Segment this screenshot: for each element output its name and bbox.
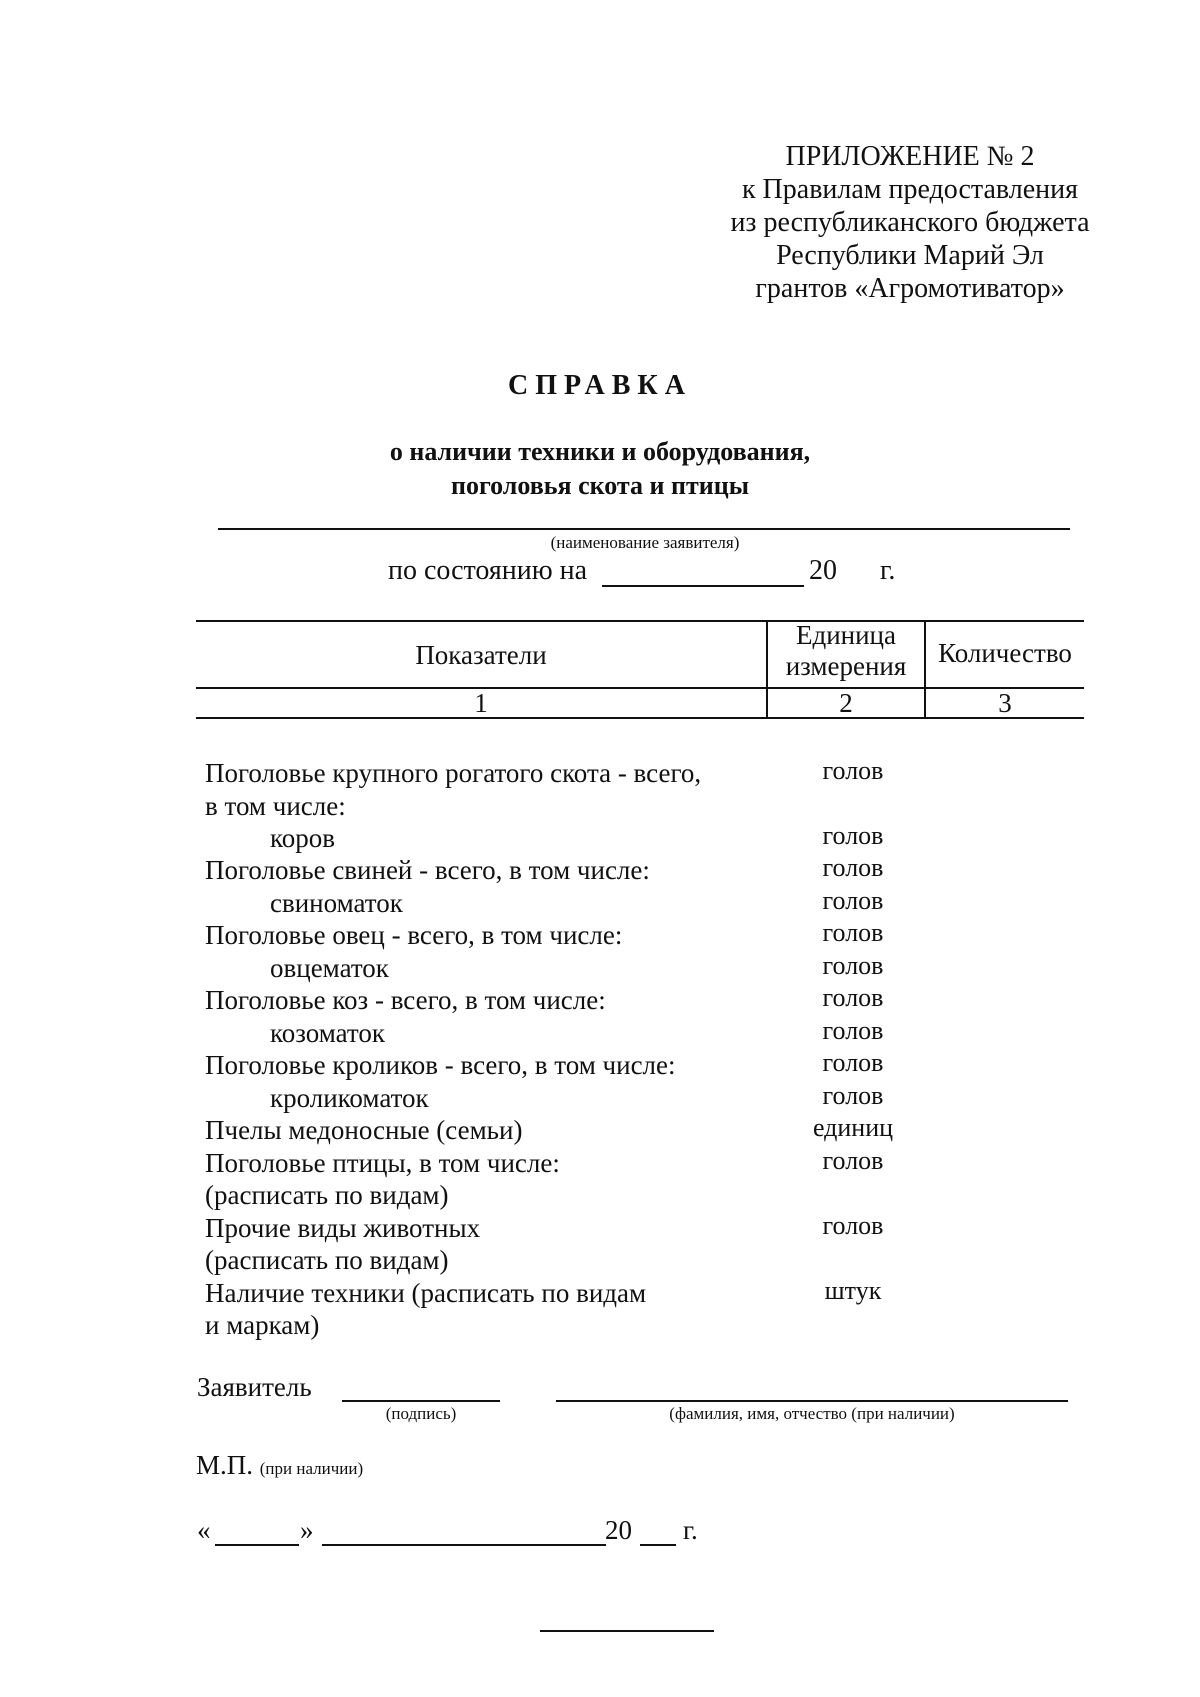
- table-row-label: Поголовье свиней - всего, в том числе:: [205, 855, 650, 885]
- table-row-label: Пчелы медоносные (семьи): [205, 1115, 523, 1145]
- table-row-label: свиноматок: [270, 888, 403, 918]
- table-row-label: (расписать по видам): [205, 1245, 449, 1275]
- table-row-unit: голов: [822, 821, 884, 850]
- as-of-year-suffix: г.: [880, 555, 896, 586]
- annex-line: к Правилам предоставления: [741, 174, 1079, 205]
- table-row-unit: голов: [822, 983, 884, 1012]
- table-row-unit: голов: [822, 1211, 884, 1240]
- stamp-label: М.П.: [196, 1450, 254, 1480]
- column-number-2: 2: [839, 688, 853, 718]
- table-row-label: и маркам): [205, 1310, 320, 1340]
- table-row-label: Прочие виды животных: [205, 1213, 481, 1243]
- closing-rule: [540, 1630, 714, 1632]
- subtitle-line-1: о наличии техники и оборудования,: [389, 437, 811, 466]
- as-of-date-line[interactable]: [602, 585, 804, 587]
- header-indicators: Показатели: [415, 640, 547, 670]
- table-row-label: Поголовье крупного рогатого скота - всего,: [205, 758, 702, 788]
- table-row-label: Поголовье коз - всего, в том числе:: [205, 985, 606, 1015]
- applicant-caption: (наименование заявителя): [550, 533, 740, 552]
- header-unit-line-2: измерения: [785, 651, 907, 681]
- table-row-unit: голов: [822, 853, 884, 882]
- table-row-label: Наличие техники (расписать по видам: [205, 1278, 647, 1308]
- annex-line: Республики Марий Эл: [776, 240, 1044, 271]
- table-row-unit: голов: [822, 886, 884, 915]
- date-close-quote: »: [300, 1515, 314, 1545]
- table-row-unit: голов: [822, 951, 884, 980]
- date-day-line[interactable]: [215, 1544, 299, 1546]
- header-quantity: Количество: [938, 638, 1072, 668]
- table-top-border: [196, 620, 1084, 622]
- table-row-unit: штук: [824, 1276, 882, 1305]
- stamp-note: (при наличии): [259, 1459, 364, 1478]
- date-open-quote: «: [197, 1515, 211, 1545]
- table-row-unit: голов: [822, 1146, 884, 1175]
- full-name-caption: (фамилия, имя, отчество (при наличии): [669, 1404, 955, 1423]
- table-row-label: коров: [270, 823, 335, 853]
- table-row-unit: голов: [822, 1048, 884, 1077]
- document-subtitle: [0, 435, 1200, 503]
- annex-block: [680, 140, 1140, 305]
- table-row-label: Поголовье птицы, в том числе:: [205, 1148, 560, 1178]
- table-row-label: кроликоматок: [270, 1083, 429, 1113]
- applicant-label: Заявитель: [197, 1372, 312, 1402]
- annex-line: ПРИЛОЖЕНИЕ № 2: [785, 141, 1035, 172]
- table-row-unit: голов: [822, 756, 884, 785]
- table-row-label: в том числе:: [205, 791, 346, 821]
- column-number-1: 1: [474, 688, 488, 718]
- date-year: 20: [605, 1515, 632, 1545]
- table-row-label: Поголовье кроликов - всего, в том числе:: [205, 1050, 676, 1080]
- subtitle-line-2: поголовья скота и птицы: [450, 471, 749, 500]
- applicant-name-line[interactable]: [218, 528, 1070, 530]
- table-row-label: козоматок: [270, 1018, 385, 1048]
- table-row-unit: голов: [822, 1016, 884, 1045]
- table-row-unit: голов: [822, 1081, 884, 1110]
- table-row-unit: единиц: [812, 1113, 894, 1142]
- table-row-label: овцематок: [270, 953, 389, 983]
- document-title: СПРАВКА: [508, 370, 692, 401]
- date-month-line[interactable]: [322, 1544, 606, 1546]
- signature-caption: (подпись): [385, 1404, 457, 1423]
- date-year-suffix: г.: [683, 1515, 698, 1545]
- header-unit: [768, 620, 924, 682]
- date-year-line[interactable]: [640, 1544, 676, 1546]
- annex-line: из республиканского бюджета: [730, 207, 1090, 238]
- header-unit-line-1: Единица: [795, 620, 896, 650]
- as-of-year: 20: [809, 555, 837, 586]
- stamp-block: [196, 1450, 363, 1481]
- annex-line: грантов «Агромотиватор»: [755, 273, 1065, 304]
- full-name-line[interactable]: [556, 1400, 1068, 1402]
- table-row-label: (расписать по видам): [205, 1180, 449, 1210]
- as-of-label: по состоянию на: [388, 555, 588, 586]
- signature-line[interactable]: [342, 1400, 500, 1402]
- table-row-unit: голов: [822, 918, 884, 947]
- table-row-label: Поголовье овец - всего, в том числе:: [205, 920, 623, 950]
- column-number-3: 3: [998, 688, 1012, 718]
